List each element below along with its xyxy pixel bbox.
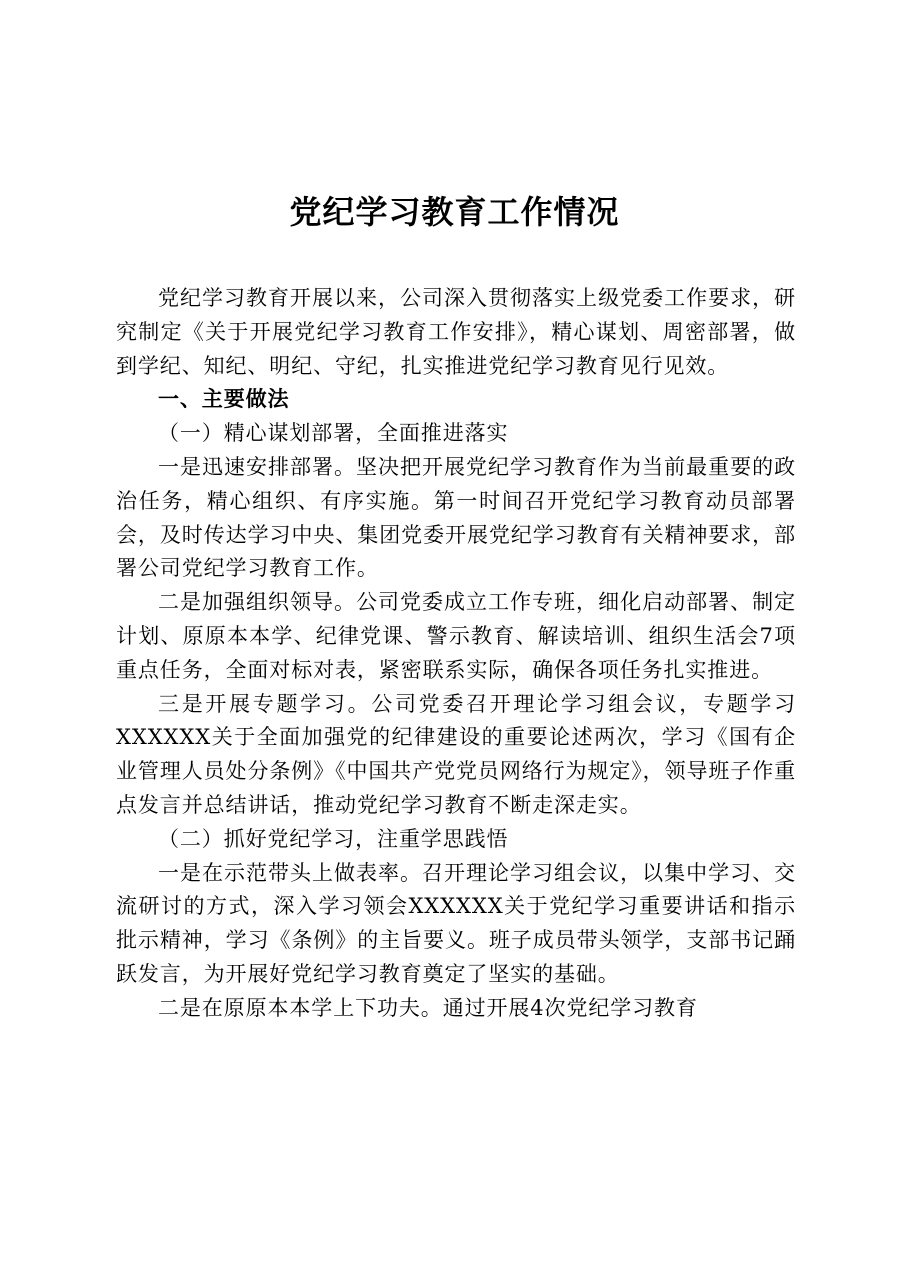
subsection-heading-1: （一）精心谋划部署，全面推进落实 — [158, 421, 509, 446]
document-title: 党纪学习教育工作情况 — [289, 193, 620, 231]
subsection-heading-2: （二）抓好党纪学习，注重学思践悟 — [158, 826, 509, 851]
section-heading-main-practices: 一、主要做法 — [158, 387, 290, 412]
paragraph-deployment: 一是迅速安排部署。坚决把开展党纪学习教育作为当前最重要的政治任务，精心组织、有序实施。第一时间召开党纪学习教育动员部署会，及时传达学习中央、集团党委开展党纪学习教育有关精神要求，部署公司党纪学习教育工作。 — [116, 454, 796, 581]
intro-paragraph: 党纪学习教育开展以来，公司深入贯彻落实上级党委工作要求，研究制定《关于开展党纪学习教育工作安排》，精心谋划、周密部署，做到学纪、知纪、明纪、守纪，扎实推进党纪学习教育见行见效。 — [116, 286, 796, 378]
paragraph-leading-example: 一是在示范带头上做表率。召开理论学习组会议，以集中学习、交流研讨的方式，深入学习领会XXXXXX关于党纪学习重要讲话和指示批示精神，学习《条例》的主旨要义。班子成员带头领学，支部书记踊跃发言，为开展好党纪学习教育奠定了坚实的基础。 — [116, 860, 796, 986]
paragraph-leadership: 二是加强组织领导。公司党委成立工作专班，细化启动部署、制定计划、原原本本学、纪律党课、警示教育、解读培训、组织生活会7项重点任务，全面对标对表，紧密联系实际，确保各项任务扎实推进。 — [116, 590, 796, 682]
paragraph-original-study: 二是在原原本本学上下功夫。通过开展4次党纪学习教育 — [158, 995, 698, 1020]
document-body — [116, 282, 796, 1026]
paragraph-special-study: 三是开展专题学习。公司党委召开理论学习组会议，专题学习XXXXXX关于全面加强党的纪律建设的重要论述两次，学习《国有企业管理人员处分条例》《中国共产党党员网络行为规定》，领导班子作重点发言并总结讲话，推动党纪学习教育不断走深走实。 — [116, 691, 796, 817]
